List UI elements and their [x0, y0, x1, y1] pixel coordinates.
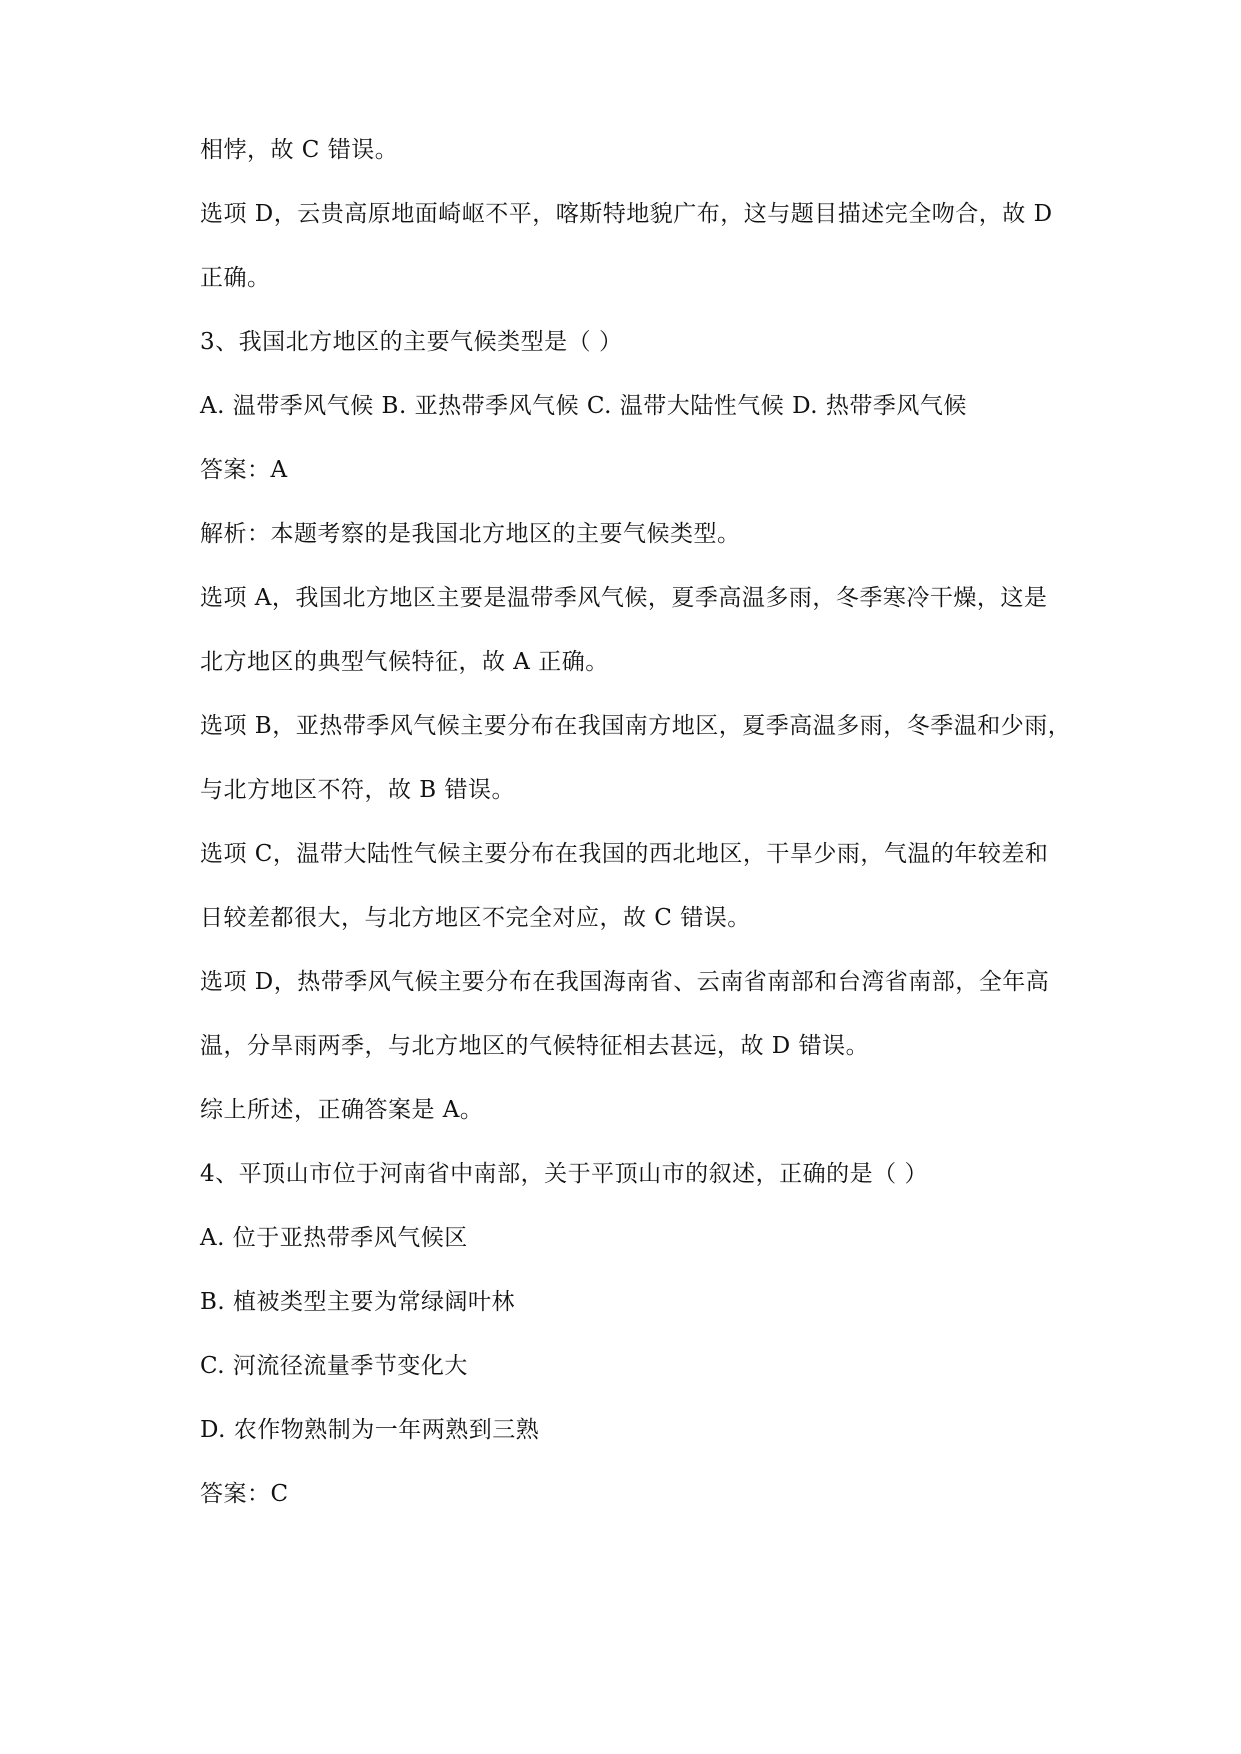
text-line-option-d-analysis: 选项 D，云贵高原地面崎岖不平，喀斯特地貌广布，这与题目描述完全吻合，故 D [200, 201, 1053, 227]
text-line-c-conclusion: 相悖，故 C 错误。 [200, 137, 399, 163]
question-3-stem: 3、我国北方地区的主要气候类型是（ ） [200, 329, 623, 355]
question-3-analysis-intro: 解析：本题考察的是我国北方地区的主要气候类型。 [200, 521, 741, 547]
question-4-option-b: B. 植被类型主要为常绿阔叶林 [200, 1289, 516, 1315]
question-3-option-d-conclusion: 温，分旱雨两季，与北方地区的气候特征相去甚远，故 D 错误。 [200, 1033, 870, 1059]
question-3-option-a-analysis: 选项 A，我国北方地区主要是温带季风气候，夏季高温多雨，冬季寒冷干燥，这是 [200, 585, 1048, 611]
question-3-option-b-conclusion: 与北方地区不符，故 B 错误。 [200, 777, 516, 803]
question-4-option-d: D. 农作物熟制为一年两熟到三熟 [200, 1417, 540, 1443]
question-3-option-c-analysis: 选项 C，温带大陆性气候主要分布在我国的西北地区，干旱少雨，气温的年较差和 [200, 841, 1049, 867]
question-3-option-d-analysis: 选项 D，热带季风气候主要分布在我国海南省、云南省南部和台湾省南部，全年高 [200, 969, 1050, 995]
question-4-stem: 4、平顶山市位于河南省中南部，关于平顶山市的叙述，正确的是（ ） [200, 1161, 928, 1187]
question-3-option-c-conclusion: 日较差都很大，与北方地区不完全对应，故 C 错误。 [200, 905, 751, 931]
question-3-option-a-conclusion: 北方地区的典型气候特征，故 A 正确。 [200, 649, 609, 675]
question-4-option-c: C. 河流径流量季节变化大 [200, 1353, 468, 1379]
question-3-options: A. 温带季风气候 B. 亚热带季风气候 C. 温带大陆性气候 D. 热带季风气候 [200, 393, 967, 419]
question-3-option-b-analysis: 选项 B，亚热带季风气候主要分布在我国南方地区，夏季高温多雨，冬季温和少雨， [200, 713, 1072, 739]
question-3-answer: 答案：A [200, 457, 288, 483]
text-line-option-d-conclusion: 正确。 [200, 265, 271, 291]
question-4-option-a: A. 位于亚热带季风气候区 [200, 1225, 468, 1251]
question-3-summary: 综上所述，正确答案是 A。 [200, 1097, 484, 1123]
question-4-answer: 答案：C [200, 1481, 289, 1507]
